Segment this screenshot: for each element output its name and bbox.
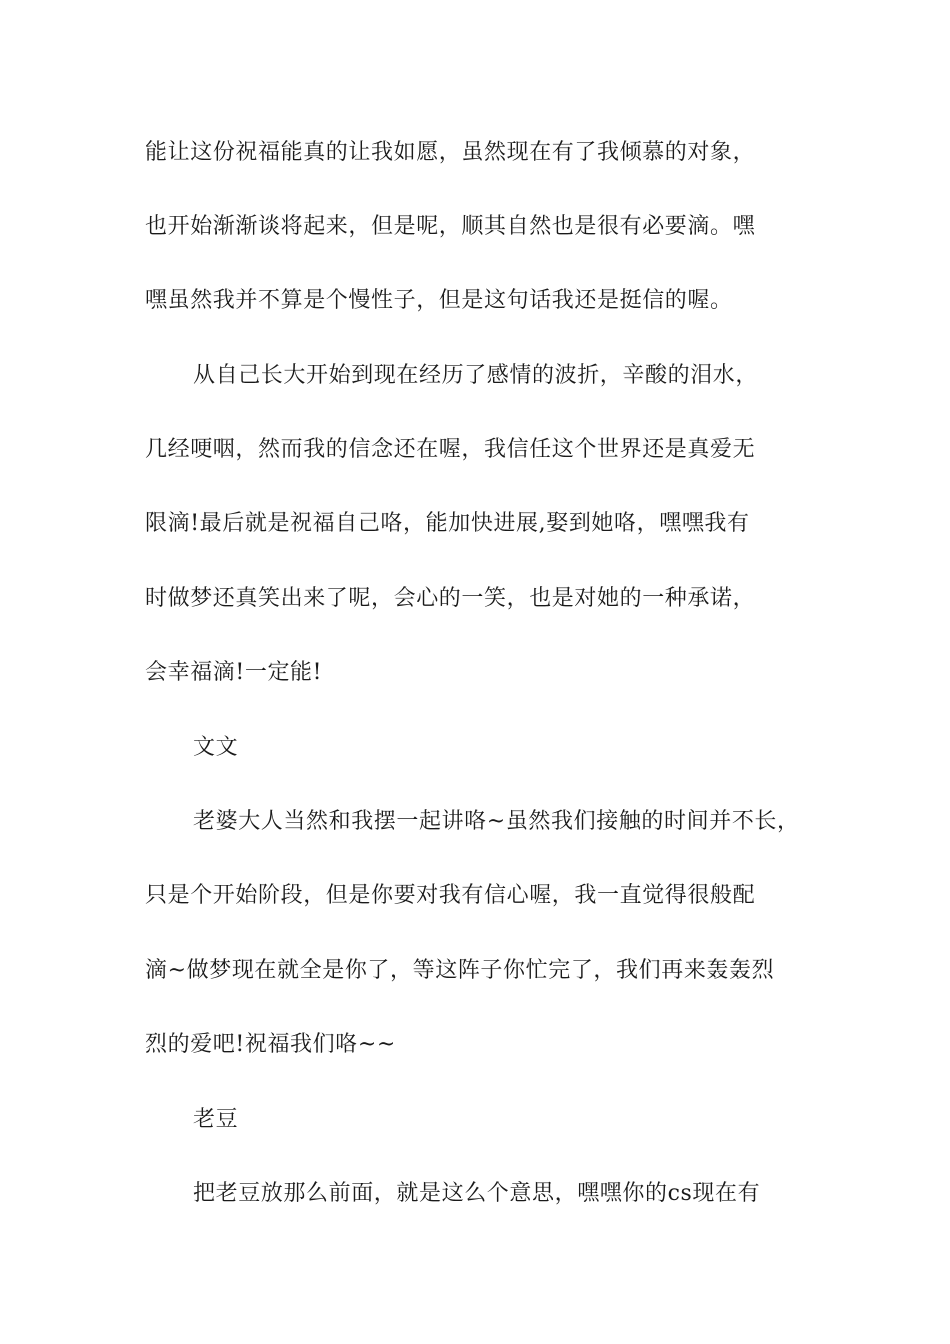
paragraph-line: 限滴!最后就是祝福自己咯，能加快进展,娶到她咯，嘿嘿我有 xyxy=(145,511,750,536)
section-heading: 文文 xyxy=(193,735,239,760)
paragraph-line: 几经哽咽，然而我的信念还在喔，我信任这个世界还是真爱无 xyxy=(145,437,756,462)
paragraph-line: 只是个开始阶段，但是你要对我有信心喔，我一直觉得很般配 xyxy=(145,883,756,908)
paragraph-line: 时做梦还真笑出来了呢，会心的一笑，也是对她的一种承诺， xyxy=(145,586,756,611)
paragraph-line: 会幸福滴!一定能! xyxy=(145,660,323,685)
paragraph-line: 能让这份祝福能真的让我如愿，虽然现在有了我倾慕的对象， xyxy=(145,140,756,165)
paragraph-line: 也开始渐渐谈将起来，但是呢，顺其自然也是很有必要滴。嘿 xyxy=(145,214,756,239)
paragraph-line: 把老豆放那么前面，就是这么个意思，嘿嘿你的cs现在有 xyxy=(193,1181,761,1206)
section-heading: 老豆 xyxy=(193,1107,239,1132)
paragraph-line: 老婆大人当然和我摆一起讲咯~虽然我们接触的时间并不长， xyxy=(193,809,800,834)
paragraph-line: 滴~做梦现在就全是你了，等这阵子你忙完了，我们再来轰轰烈 xyxy=(145,958,775,983)
paragraph-line: 嘿虽然我并不算是个慢性子，但是这句话我还是挺信的喔。 xyxy=(145,288,733,313)
paragraph-line: 烈的爱吧!祝福我们咯~~ xyxy=(145,1032,396,1057)
paragraph-line: 从自己长大开始到现在经历了感情的波折，辛酸的泪水， xyxy=(193,363,759,388)
